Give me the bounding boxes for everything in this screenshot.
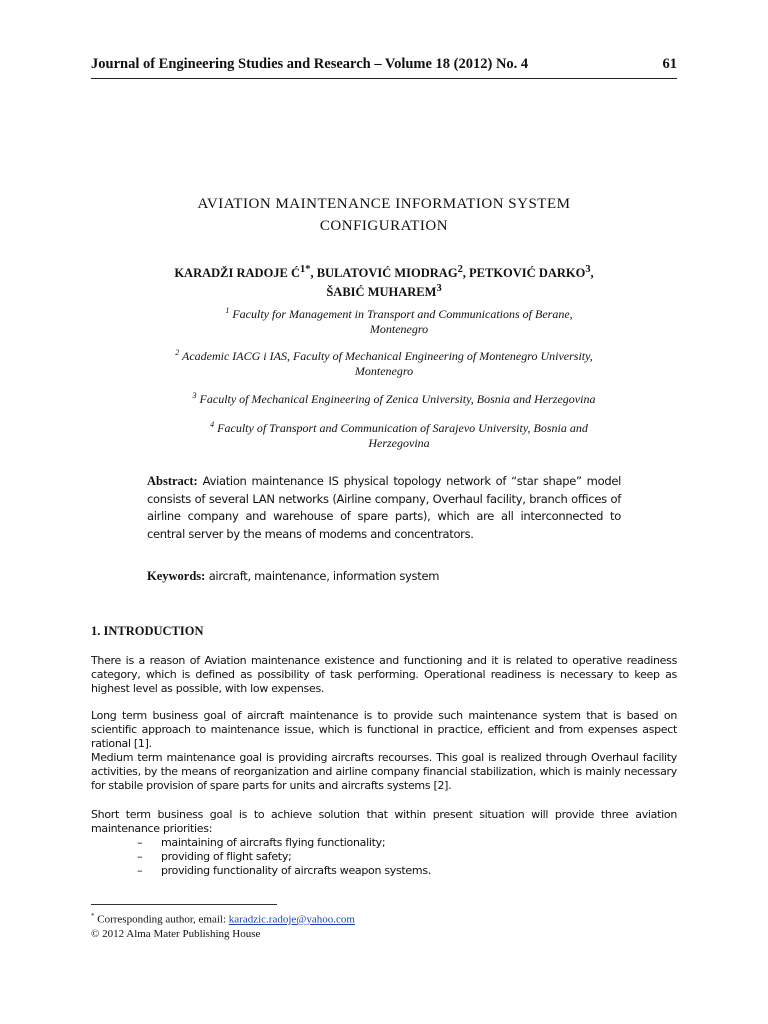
affiliation-number: 3 xyxy=(192,391,197,400)
list-item-text: providing of flight safety; xyxy=(161,850,292,863)
keywords-label: Keywords: xyxy=(147,569,206,583)
affiliation-1 xyxy=(200,303,598,337)
author-name: , BULATOVIĆ MIODRAG xyxy=(310,266,458,281)
copyright-notice: © 2012 Alma Mater Publishing House xyxy=(91,927,261,940)
bullet-marker: – xyxy=(137,836,143,849)
paragraph: Medium term maintenance goal is providing aircrafts recourses. This goal is realized through Overhaul facility activities, by the means of reorganization and airline company financial stabilization, which is mainly necessary for stabile provision of spare parts for units and aircrafts systems [2]. xyxy=(91,751,677,792)
title-line-2: CONFIGURATION xyxy=(319,218,449,234)
author-line-2 xyxy=(150,281,618,300)
affiliation-text: Faculty of Mechanical Engineering of Zenica University, Bosnia and Herzegovina xyxy=(199,392,596,406)
priority-list xyxy=(137,836,431,878)
affiliation-text: Montenegro xyxy=(369,322,429,336)
affiliation-number: 4 xyxy=(210,420,215,429)
author-separator: , xyxy=(590,266,594,281)
affiliation-3 xyxy=(150,388,638,407)
abstract-text: Aviation maintenance IS physical topology network of “star shape” model consists of several LAN networks (Airline company, Overhaul facility, branch offices of airline company and warehouse of spare parts), which are all interconnected to central server by the means of modems and concentrators. xyxy=(147,474,621,541)
list-item-text: maintaining of aircrafts flying functionality; xyxy=(161,836,386,849)
list-item-text: providing functionality of aircrafts weapon systems. xyxy=(161,864,431,877)
author-line-1 xyxy=(150,262,618,281)
affiliation-number: 2 xyxy=(175,348,180,357)
affiliation-number: 1 xyxy=(225,306,230,315)
author-sup: 3 xyxy=(585,264,591,275)
author-sup: 1* xyxy=(300,264,311,275)
list-item xyxy=(137,864,431,878)
keywords-text: aircraft, maintenance, information system xyxy=(208,569,440,583)
journal-title: Journal of Engineering Studies and Research – Volume 18 (2012) No. 4 xyxy=(91,56,529,72)
section-heading: 1. INTRODUCTION xyxy=(91,624,204,638)
affiliation-text: Montenegro xyxy=(354,364,414,378)
list-item xyxy=(137,836,431,850)
email-link[interactable]: karadzic.radoje@yahoo.com xyxy=(228,913,355,926)
page-number: 61 xyxy=(662,56,677,72)
footnote-rule xyxy=(91,904,277,905)
author-name: KARADŽI RADOJE Ć xyxy=(174,266,301,281)
footnote-marker: * xyxy=(91,912,95,920)
author-sup: 2 xyxy=(457,264,463,275)
bullet-marker: – xyxy=(137,850,143,863)
affiliation-text: Academic IACG i IAS, Faculty of Mechanical Engineering of Montenegro University, xyxy=(182,349,593,363)
header-rule xyxy=(91,78,677,79)
affiliation-4 xyxy=(180,417,618,451)
affiliation-2 xyxy=(150,345,618,379)
author-name: ŠABIĆ MUHAREM xyxy=(326,285,437,300)
affiliation-text: Faculty of Transport and Communication of Sarajevo University, Bosnia and xyxy=(217,421,588,435)
affiliation-text: Herzegovina xyxy=(368,436,430,450)
abstract xyxy=(147,473,621,543)
bullet-marker: – xyxy=(137,864,143,877)
paragraph: Long term business goal of aircraft maintenance is to provide such maintenance system that is based on scientific approach to maintenance issue, which is functional in practice, efficient and from expenses aspect rational [1]. xyxy=(91,709,677,750)
list-item xyxy=(137,850,431,864)
running-header xyxy=(91,56,677,73)
author-name: , PETKOVIĆ DARKO xyxy=(462,266,586,281)
paragraph: Short term business goal is to achieve solution that within present situation will provide three aviation maintenance priorities: xyxy=(91,808,677,835)
footnote xyxy=(91,909,355,941)
paragraph: There is a reason of Aviation maintenance existence and functioning and it is related to operative readiness category, which is defined as possibility of task performing. Operational readiness is necessary to keep as highest level as possible, with low expenses. xyxy=(91,654,677,695)
footnote-label: Corresponding author, email: xyxy=(97,913,227,926)
author-sup: 3 xyxy=(436,283,442,295)
keywords xyxy=(147,568,621,585)
author-list xyxy=(150,262,618,300)
affiliation-text: Faculty for Management in Transport and Communications of Berane, xyxy=(232,307,573,321)
title-line-1: AVIATION MAINTENANCE INFORMATION SYSTEM xyxy=(197,196,571,212)
paper-title xyxy=(140,193,628,237)
abstract-label: Abstract: xyxy=(147,474,198,488)
